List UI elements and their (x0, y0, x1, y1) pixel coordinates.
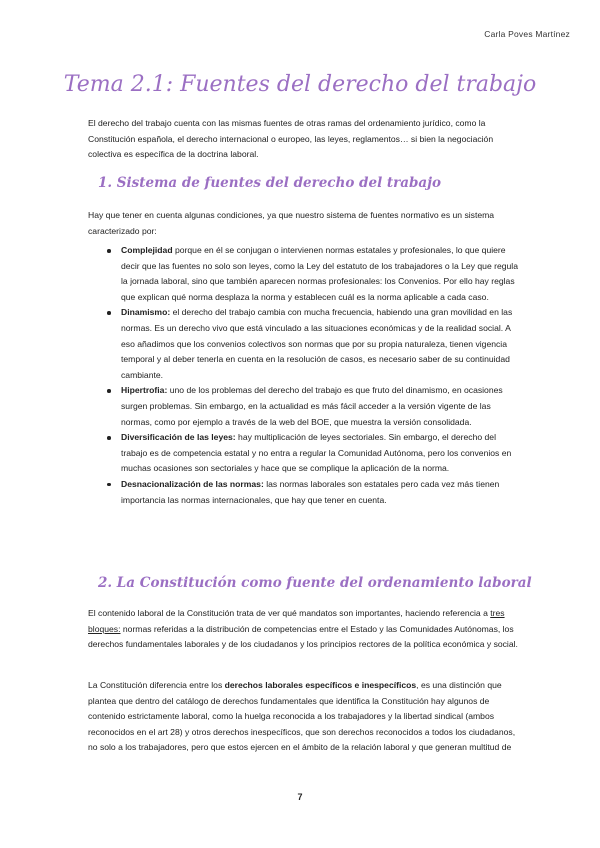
list-item (121, 305, 518, 383)
paragraph-text: , es una distinción que plantea que dentro del catálogo de derechos fundamentales que identifica la Constitución hay algunos de contenido estrictamente laboral, como la huelga reconocida a los trabajadores y la libertad sindical (ambos reconocidos en el art 28) y otros derechos inespecíficos, que son derechos reconocidos a todos los ciudadanos, no solo a los trabajadores, pero que estos ejercen en el ámbito de la relación laboral y que generan multitud de (88, 680, 516, 753)
list-item (121, 243, 518, 305)
bullet-icon (107, 483, 111, 487)
underlined-text: tres bloques: (88, 608, 505, 634)
section-2-heading: 2. La Constitución como fuente del ordenamiento laboral (98, 575, 532, 591)
list-item (121, 430, 518, 477)
paragraph-text: El contenido laboral de la Constitución trata de ver qué mandatos son importantes, haciendo referencia a (88, 608, 491, 618)
list-item-term: Hipertrofia: (121, 385, 168, 396)
section-1-heading: 1. Sistema de fuentes del derecho del trabajo (98, 175, 442, 191)
intro-paragraph: El derecho del trabajo cuenta con las mismas fuentes de otras ramas del ordenamiento jurídico, como la Constitución española, el derecho internacional o europeo, las leyes, reglamentos… si bien la negociación colectiva es específica de la doctrina laboral. (88, 118, 494, 160)
list-item (121, 383, 518, 430)
bullet-icon (107, 311, 111, 315)
paragraph-text: La Constitución diferencia entre los (88, 680, 225, 690)
list-item-term: Diversificación de las leyes: (121, 432, 236, 443)
list-item-text: uno de los problemas del derecho del trabajo es que fruto del dinamismo, en ocasiones surgen problemas. Sin embargo, en la actualidad es más fácil acceder a la versión vigente de las normas, como por ejemplo a través de la web del BOE, que muestra la versión consolidada. (121, 385, 503, 427)
page-title: Tema 2.1: Fuentes del derecho del trabajo (63, 72, 537, 97)
paragraph-text: normas referidas a la distribución de competencias entre el Estado y las Comunidades Autónomas, los derechos fundamentales laborales y de los ciudadanos y los principios rectores de la política económica y social. (88, 623, 518, 650)
section-2-paragraph-2 (88, 678, 518, 756)
bullet-icon (107, 389, 111, 393)
bullet-icon (107, 249, 111, 253)
page-number: 7 (297, 792, 303, 802)
list-item-text: el derecho del trabajo cambia con mucha frecuencia, habiendo una gran movilidad en las normas. Es un derecho vivo que está vinculado a las situaciones económicas y de la realidad social. A eso añadimos que los convenios colectivos son normas que por su propia naturaleza, tienen vigencia temporal y al deber tenerla en cuenta en la resolución de casos, es necesario saber de su continuidad cambiante. (121, 307, 513, 380)
list-item-term: Dinamismo: (121, 307, 171, 318)
characteristics-list (121, 243, 518, 508)
bullet-icon (107, 436, 111, 440)
list-item-text: porque en él se conjugan o intervienen normas estatales y profesionales, lo que quiere decir que las fuentes no solo son leyes, como la Ley del estatuto de los trabajadores o la Ley que regula la jornada laboral, sino que también aparecen normas profesionales: los Convenios. Por ello hay reglas que explican qué norma desplaza la norma y establecen cuál es la norma aplicable a cada caso. (121, 245, 518, 302)
header-author: Carla Poves Martínez (484, 29, 570, 39)
section-2-paragraph-1 (88, 606, 518, 653)
section-1-lead: Hay que tener en cuenta algunas condiciones, ya que nuestro sistema de fuentes normativo es un sistema caracterizado por: (88, 210, 495, 236)
list-item-term: Complejidad (121, 245, 173, 255)
list-item (121, 477, 518, 508)
list-item-term: Desnacionalización de las normas: (121, 478, 264, 489)
list-item-text: las normas laborales son estatales pero cada vez más tienen importancia las normas internacionales, que hay que tener en cuenta. (121, 478, 500, 505)
bold-text: derechos laborales específicos e inespecíficos (224, 680, 417, 690)
list-item-text: hay multiplicación de leyes sectoriales. Sin embargo, el derecho del trabajo es de competencia estatal y no entra a regular la Comunidad Autónoma, pero los convenios en muchas ocasiones son sectoriales y hace que se complique la aplicación de la norma. (121, 432, 512, 474)
